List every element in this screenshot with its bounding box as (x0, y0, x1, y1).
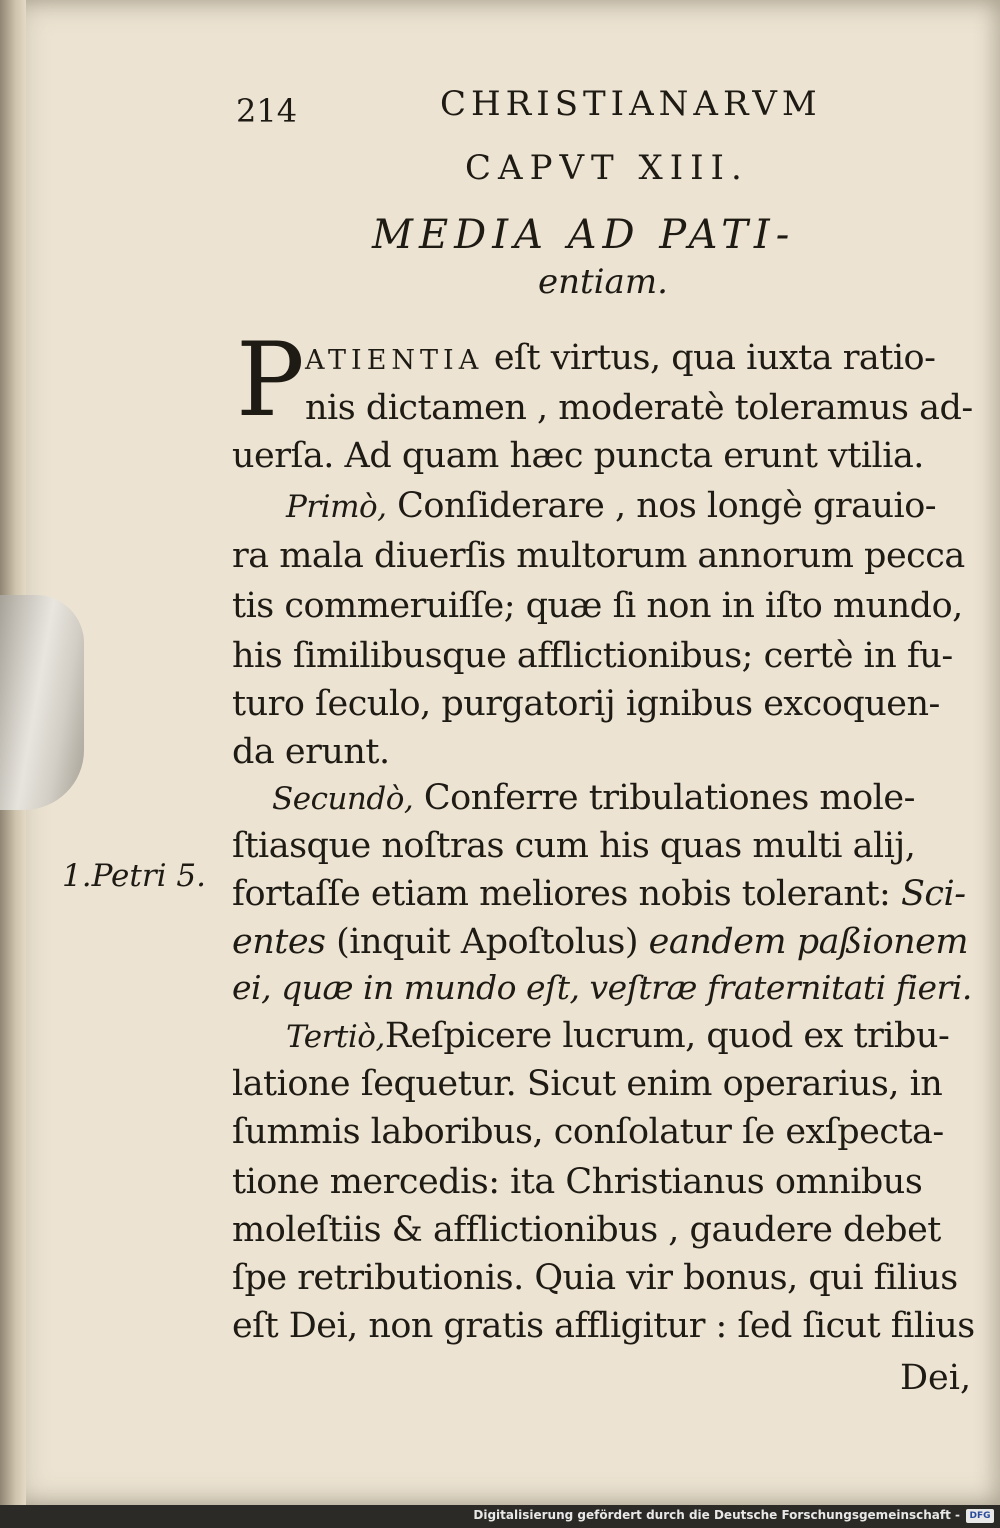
text-line (232, 922, 968, 962)
italic-segment: Sci- (900, 874, 966, 914)
italic-segment: entes (232, 922, 326, 962)
text-line: turo ſeculo, purgatorij ignibus excoquen- (232, 684, 940, 724)
text-line: uerſa. Ad quam hæc puncta erunt vtilia. (232, 436, 924, 476)
text-line: latione ſequetur. Sicut enim operarius, in (232, 1064, 943, 1104)
small-caps-word: ATIENTIA (305, 345, 484, 376)
text-line (272, 778, 915, 818)
text-line: da erunt. (232, 732, 390, 772)
paragraph-lead: Primò, (286, 489, 387, 525)
page-number: 214 (236, 92, 298, 130)
page-clip (0, 595, 84, 810)
funding-credit: Digitalisierung gefördert durch die Deutsche Forschungsgemeinschaft - (473, 1508, 960, 1522)
text-line: eſt Dei, non gratis affligitur : ſed ſicut filius (232, 1306, 975, 1346)
text-line (286, 486, 936, 526)
italic-segment: eandem paßionem (648, 922, 969, 962)
text-line: ſpe retributionis. Quia vir bonus, qui filius (232, 1258, 958, 1298)
running-title: CHRISTIANARVM (440, 84, 822, 124)
drop-cap: P (236, 321, 305, 440)
text-line: ſummis laboribus, conſolatur ſe exſpecta- (232, 1112, 944, 1152)
text-line (305, 338, 935, 378)
text-line: moleſtiis & afflictionibus , gaudere debet (232, 1210, 941, 1250)
text-line: ſtiasque noſtras cum his quas multi alij, (232, 826, 916, 866)
text-segment: fortaſſe etiam meliores nobis tolerant: (232, 874, 901, 914)
section-heading-line-1: MEDIA AD PATI- (372, 212, 796, 258)
section-heading-line-2: entiam. (538, 262, 668, 302)
text-line: nis dictamen , moderatè toleramus ad- (305, 388, 973, 428)
text-line (232, 874, 966, 914)
paragraph-lead: Tertiò, (286, 1019, 385, 1055)
text-line: ei, quæ in mundo eſt, veſtræ fraternitati fieri. (232, 968, 972, 1007)
text-line: tione mercedis: ita Christianus omnibus (232, 1162, 923, 1202)
text-line: his ſimilibusque afflictionibus; certè in fu- (232, 636, 953, 676)
text-segment: (inquit Apoſtolus) (325, 922, 649, 962)
paragraph-lead: Secundò, (272, 781, 414, 817)
dfg-logo: DFG (966, 1509, 994, 1523)
text-segment: Conſiderare , nos longè grauio- (386, 486, 937, 526)
text-segment: Conferre tribulationes mole- (413, 778, 915, 818)
text-line: tis commeruiſſe; quæ ſi non in iſto mundo, (232, 586, 963, 626)
chapter-title: CAPVT XIII. (465, 148, 749, 188)
text-line: ra mala diuerſis multorum annorum pecca (232, 536, 965, 576)
text-segment: Reſpicere lucrum, quod ex tribu- (384, 1016, 950, 1056)
text-line (286, 1016, 949, 1056)
text-segment: eſt virtus, qua iuxta ratio- (483, 338, 936, 378)
margin-note: 1.Petri 5. (62, 858, 207, 894)
catchword: Dei, (900, 1358, 972, 1398)
